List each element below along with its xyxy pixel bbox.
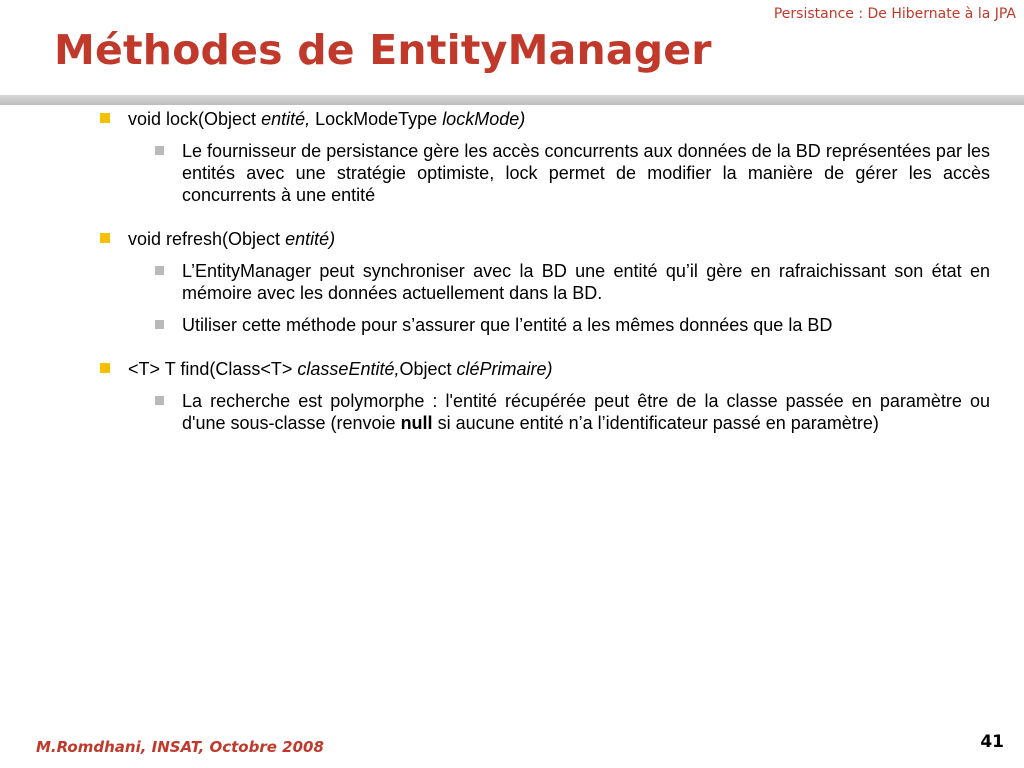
bullet-refresh [100, 228, 990, 250]
find-param-class: classeEntité, [297, 359, 400, 379]
slide-content [100, 108, 990, 434]
grey-square-bullet-icon [155, 396, 164, 405]
find-param-key: cléPrimaire) [456, 359, 553, 379]
refresh-signature: void refresh(Object [128, 229, 286, 249]
bullet-lock [100, 108, 990, 130]
find-description: La recherche est polymorphe : l'entité récupérée peut être de la classe passée en paramètre ou d'une sous-classe (renvoie null si aucune entité n’a l’identificateur passé en paramètre) [100, 390, 990, 434]
grey-square-bullet-icon [155, 266, 164, 275]
course-header: Persistance : De Hibernate à la JPA [773, 6, 1016, 22]
bullet-find [100, 358, 990, 380]
lock-signature-a: void lock(Object [128, 109, 262, 129]
footer-author: M.Romdhani, INSAT, Octobre 2008 [36, 738, 324, 756]
refresh-description-1: L’EntityManager peut synchroniser avec la BD une entité qu’il gère en rafraichissant son état en mémoire avec les données actuellement dans la BD. [100, 260, 990, 304]
square-bullet-icon [100, 363, 110, 373]
lock-param-mode: lockMode) [442, 109, 526, 129]
find-signature-b: Object [399, 359, 457, 379]
square-bullet-icon [100, 233, 110, 243]
lock-description: Le fournisseur de persistance gère les accès concurrents aux données de la BD représentées par les entités avec une stratégie optimiste, lock permet de modifier la manière de gérer les accès concurrents à une entité [100, 140, 990, 206]
grey-square-bullet-icon [155, 320, 164, 329]
refresh-param-entity: entité) [285, 229, 336, 249]
slide-title: Méthodes de EntityManager [54, 26, 712, 74]
find-signature-a: <T> T find(Class<T> [128, 359, 298, 379]
refresh-description-2: Utiliser cette méthode pour s’assurer que l’entité a les mêmes données que la BD [100, 314, 990, 336]
square-bullet-icon [100, 113, 110, 123]
page-number: 41 [980, 732, 1004, 752]
null-keyword: null [400, 413, 433, 433]
grey-square-bullet-icon [155, 146, 164, 155]
lock-signature-b: LockModeType [310, 109, 443, 129]
title-divider [0, 95, 1024, 105]
lock-param-entity: entité, [261, 109, 311, 129]
